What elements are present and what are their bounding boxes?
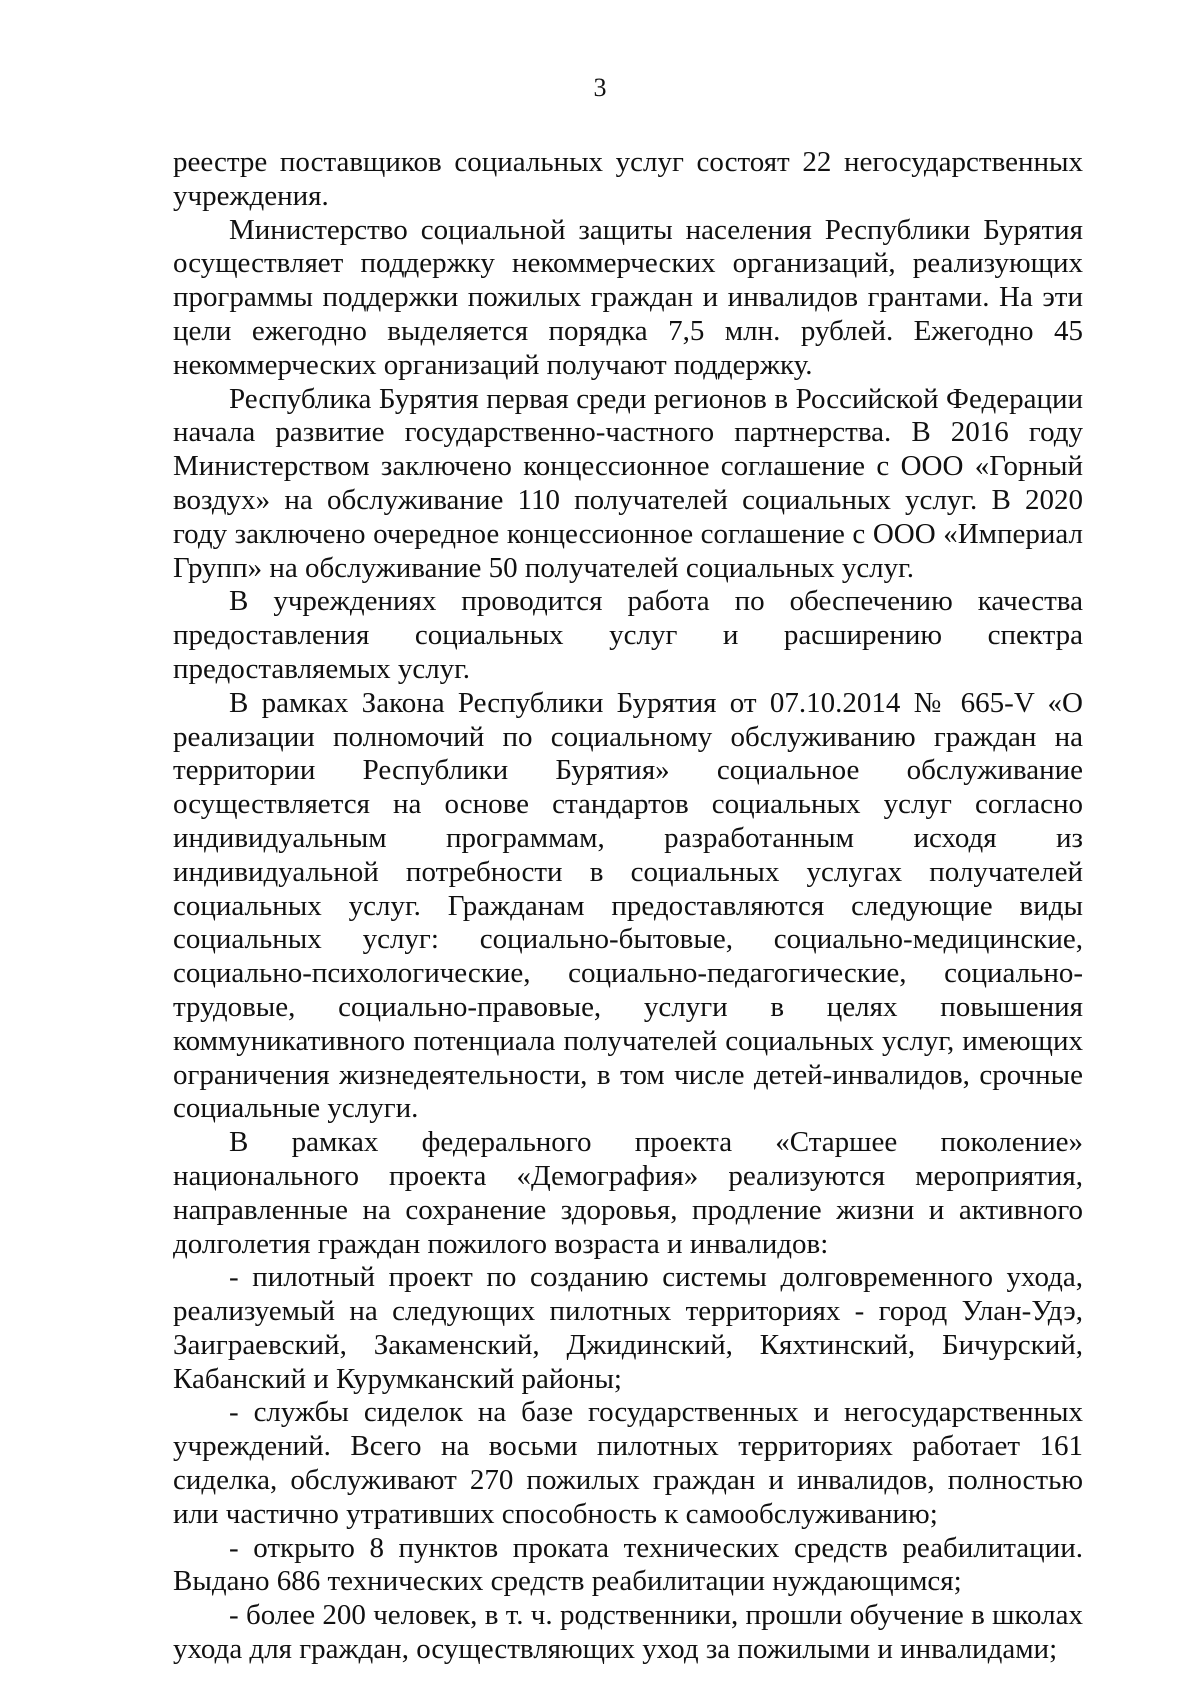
paragraph-service-quality: В учреждениях проводится работа по обеспечению качества предоставления социальных услуг и расширению спектра предоставляемых услуг. [173,585,1083,685]
list-item-care-schools: - более 200 человек, в т. ч. родственники, прошли обучение в школах ухода для граждан, осуществляющих уход за пожилыми и инвалидами; [173,1599,1083,1666]
paragraph-public-private-partnership: Республика Бурятия первая среди регионов в Российской Федерации начала развитие государственно-частного партнерства. В 2016 году Министерством заключено концессионное соглашение с ООО «Горный воздух» на обслуживание 110 получателей социальных услуг. В 2020 году заключено очередное концессионное соглашение с ООО «Империал Групп» на обслуживание 50 получателей социальных услуг. [173,382,1083,584]
list-item-long-term-care-pilot: - пилотный проект по созданию системы долговременного ухода, реализуемый на следующих пилотных территориях - город Улан-Удэ, Заиграевский, Закаменский, Джидинский, Кяхтинский, Бичурский, Кабанский и Курумканский районы; [173,1261,1083,1395]
paragraph-older-generation-project: В рамках федерального проекта «Старшее поколение» национального проекта «Демография» реализуются мероприятия, направленные на сохранение здоровья, продление жизни и активного долголетия граждан пожилого возраста и инвалидов: [173,1126,1083,1260]
list-item-caregiver-services: - службы сиделок на базе государственных и негосударственных учреждений. Всего на восьми пилотных территориях работает 161 сиделка, обслуживают 270 пожилых граждан и инвалидов, полностью или частично утративших способность к самообслуживанию; [173,1396,1083,1530]
paragraph-ministry-support: Министерство социальной защиты населения Республики Бурятия осуществляет поддержку некоммерческих организаций, реализующих программы поддержки пожилых граждан и инвалидов грантами. На эти цели ежегодно выделяется порядка 7,5 млн. рублей. Ежегодно 45 некоммерческих организаций получают поддержку. [173,213,1083,381]
document-body [173,146,1083,1667]
paragraph-registry-continuation: реестре поставщиков социальных услуг состоят 22 негосударственных учреждения. [173,146,1083,212]
list-item-rehabilitation-rental: - открыто 8 пунктов проката технических средств реабилитации. Выдано 686 технических средств реабилитации нуждающимся; [173,1531,1083,1598]
page-number: 3 [593,73,607,102]
paragraph-law-social-services: В рамках Закона Республики Бурятия от 07.10.2014 № 665-V «О реализации полномочий по социальному обслуживанию граждан на территории Республики Бурятия» социальное обслуживание осуществляется на основе стандартов социальных услуг согласно индивидуальным программам, разработанным исходя из индивидуальной потребности в социальных услугах получателей социальных услуг. Гражданам предоставляются следующие виды социальных услуг: социально-бытовые, социально-медицинские, социально-психологические, социально-педагогические, социально-трудовые, социально-правовые, услуги в целях повышения коммуникативного потенциала получателей социальных услуг, имеющих ограничения жизнедеятельности, в том числе детей-инвалидов, срочные социальные услуги. [173,686,1083,1125]
